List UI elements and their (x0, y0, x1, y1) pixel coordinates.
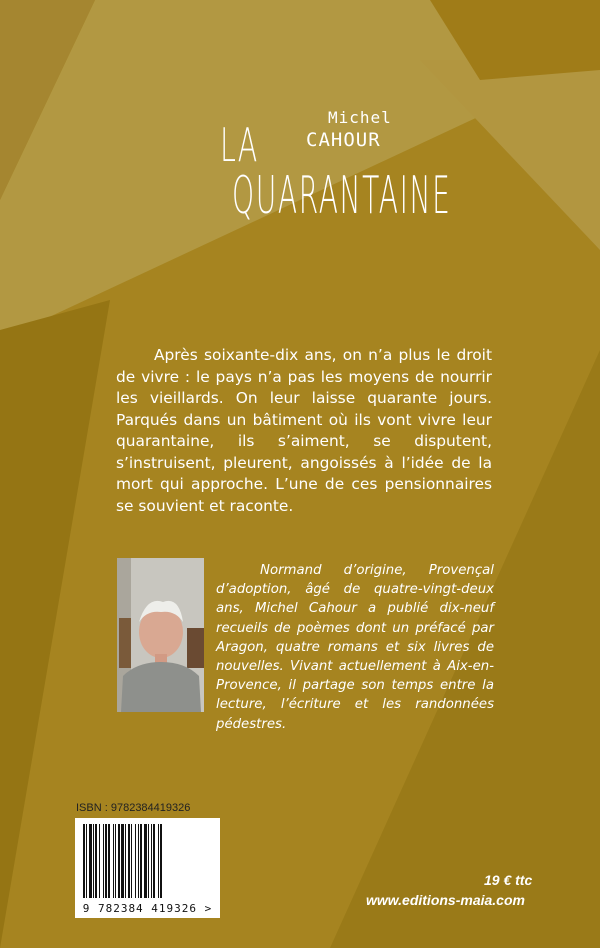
barcode-number: 9 782384 419326 > (82, 902, 213, 915)
author-first-name: Michel (328, 108, 392, 127)
barcode (75, 818, 220, 918)
author-photo (117, 558, 204, 712)
book-title-line-2: QUARANTAINE (232, 166, 452, 226)
author-last-name: CAHOUR (306, 129, 381, 151)
price: 19 € ttc (484, 872, 533, 888)
isbn-label: ISBN : 9782384419326 (76, 802, 191, 814)
author-biography: Normand d’origine, Provençal d’adoption, âgé de quatre-vingt-deux ans, Michel Cahour a publié dix-neuf recueils de poèmes dont un préfacé par Aragon, quatre romans et six livres de nouvelles. Vivant actuellement à Aix-en-Provence, il partage son temps entre la lecture, l’écriture et les randonnées pédestres. (216, 563, 494, 732)
author-portrait-image (117, 558, 204, 712)
publisher-website: www.editions-maia.com (366, 892, 525, 908)
book-summary: Après soixante-dix ans, on n’a plus le droit de vivre : le pays n’a pas les moyens de nourrir les vieillards. On leur laisse quarante jours. Parqués dans un bâtiment où ils vont vivre leur quarantaine, ils s’aiment, se disputent, s’instruisent, pleurent, angoissés à l’idée de la mort qui approche. L’une de ces pensionnaires se souvient et raconte. (116, 346, 492, 515)
book-title-line-1: LA (220, 118, 259, 172)
barcode-bars (75, 818, 220, 902)
